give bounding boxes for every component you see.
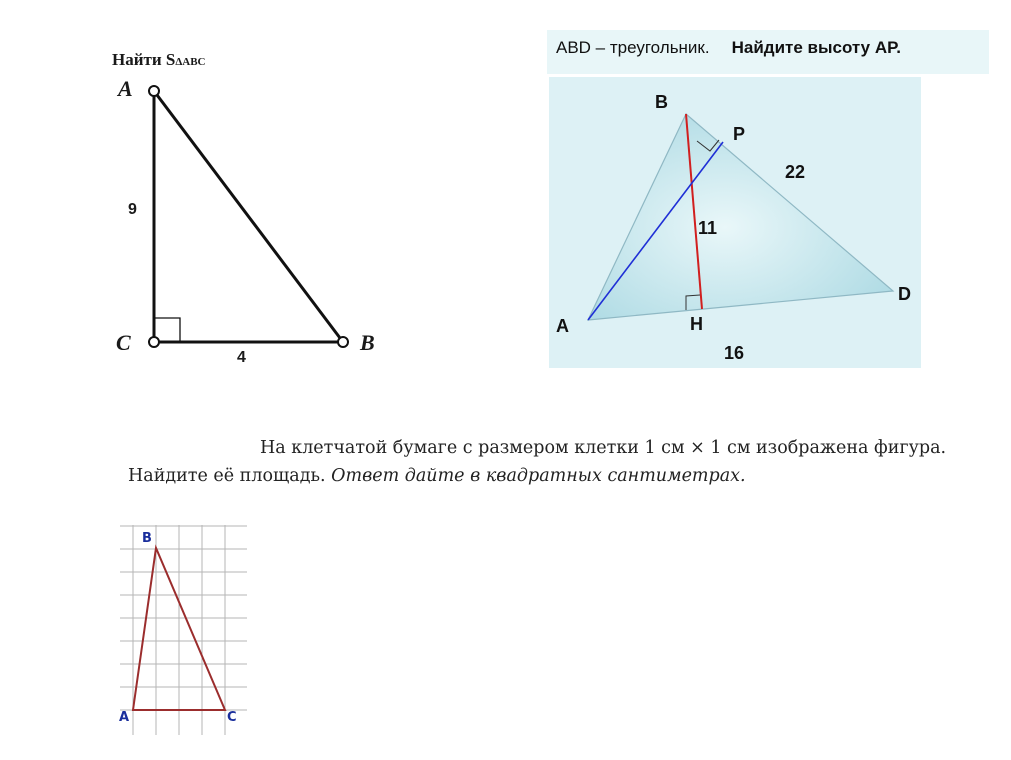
problem3-text-italic: Ответ дайте в квадратных сантиметрах. bbox=[331, 466, 746, 486]
p2-label-b: B bbox=[655, 92, 668, 112]
problem2-question: Найдите высоту AP. bbox=[731, 38, 901, 57]
p2-label-a: A bbox=[556, 316, 569, 336]
problem2-statement: ABD – треугольник. bbox=[556, 38, 710, 57]
p1-side-ac-length: 9 bbox=[128, 201, 137, 218]
p2-side-ad-length: 16 bbox=[724, 343, 745, 363]
p2-label-p: P bbox=[733, 124, 746, 144]
p1-label-a: A bbox=[118, 76, 133, 101]
p3-label-b: B bbox=[142, 531, 152, 546]
p1-label-b: B bbox=[360, 330, 375, 355]
p2-label-h: H bbox=[690, 314, 703, 334]
p2-height-bh-length: 11 bbox=[698, 218, 718, 238]
p3-label-a: A bbox=[119, 710, 130, 725]
p3-label-c: C bbox=[227, 710, 237, 725]
p2-side-bd-length: 22 bbox=[785, 162, 806, 182]
problem1-title-subscript: ΔABC bbox=[175, 56, 206, 68]
p1-label-c: C bbox=[116, 330, 131, 355]
problem3-text-plain: На клетчатой бумаге с размером клетки 1 см × 1 см изображена фигура. Найдите её площадь. bbox=[128, 438, 947, 486]
p3-grid bbox=[120, 525, 247, 735]
p2-label-d: D bbox=[898, 284, 911, 304]
problem1-title-text: Найти S bbox=[112, 50, 176, 69]
p1-side-cb-length: 4 bbox=[237, 349, 246, 366]
